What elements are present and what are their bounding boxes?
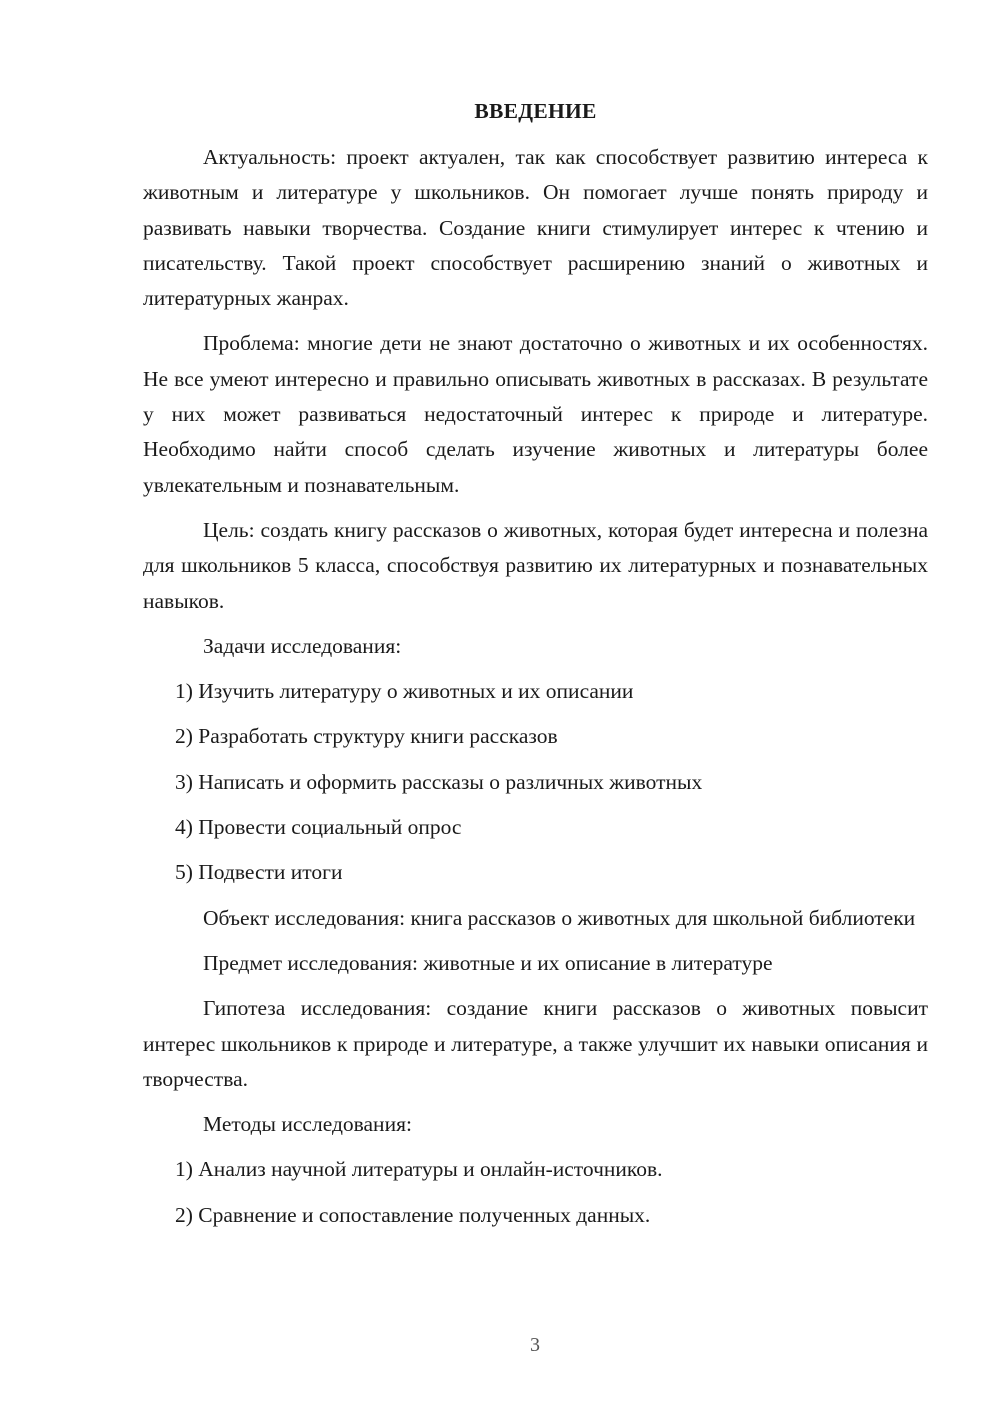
goal-paragraph: Цель: создать книгу рассказов о животных, которая будет интересна и полезна для школьников 5 класса, способствуя развитию их литературных и познавательных навыков. (143, 517, 928, 613)
document-page (143, 94, 928, 1243)
subject-paragraph: Предмет исследования: животные и их описание в литературе (203, 950, 773, 975)
list-item: 2) Сравнение и сопоставление полученных данных. (175, 1202, 651, 1227)
list-item: 2) Разработать структуру книги рассказов (175, 724, 558, 749)
list-item: 1) Изучить литературу о животных и их описании (175, 679, 634, 704)
list-item: 5) Подвести итоги (175, 860, 343, 885)
relevance-paragraph: Актуальность: проект актуален, так как способствует развитию интереса к животным и литературе у школьников. Он помогает лучше понять природу и развивать навыки творчества. Создание книги стимулирует интерес к чтению и писательству. Такой проект способствует расширению знаний о животных и литературных жанрах. (143, 145, 928, 311)
page-number: 3 (530, 1334, 540, 1356)
problem-paragraph: Проблема: многие дети не знают достаточно о животных и их особенностях. Не все умеют интересно и правильно описывать животных в рассказах. В результате у них может развиваться недостаточный интерес к природе и литературе. Необходимо найти способ сделать изучение животных и литературы более увлекательным и познавательным. (143, 331, 928, 497)
list-item: 3) Написать и оформить рассказы о различных животных (175, 769, 703, 794)
methods-list (143, 1152, 928, 1233)
object-paragraph: Объект исследования: книга рассказов о животных для школьной библиотеки (203, 905, 916, 930)
methods-heading: Методы исследования: (203, 1112, 412, 1137)
tasks-heading: Задачи исследования: (203, 633, 402, 658)
tasks-list (143, 674, 928, 890)
list-item: 4) Провести социальный опрос (175, 815, 462, 840)
list-item: 1) Анализ научной литературы и онлайн-источников. (175, 1157, 663, 1182)
section-title: ВВЕДЕНИЕ (474, 99, 597, 123)
hypothesis-paragraph: Гипотеза исследования: создание книги рассказов о животных повысит интерес школьников к природе и литературе, а также улучшит их навыки описания и творчества. (143, 996, 928, 1091)
